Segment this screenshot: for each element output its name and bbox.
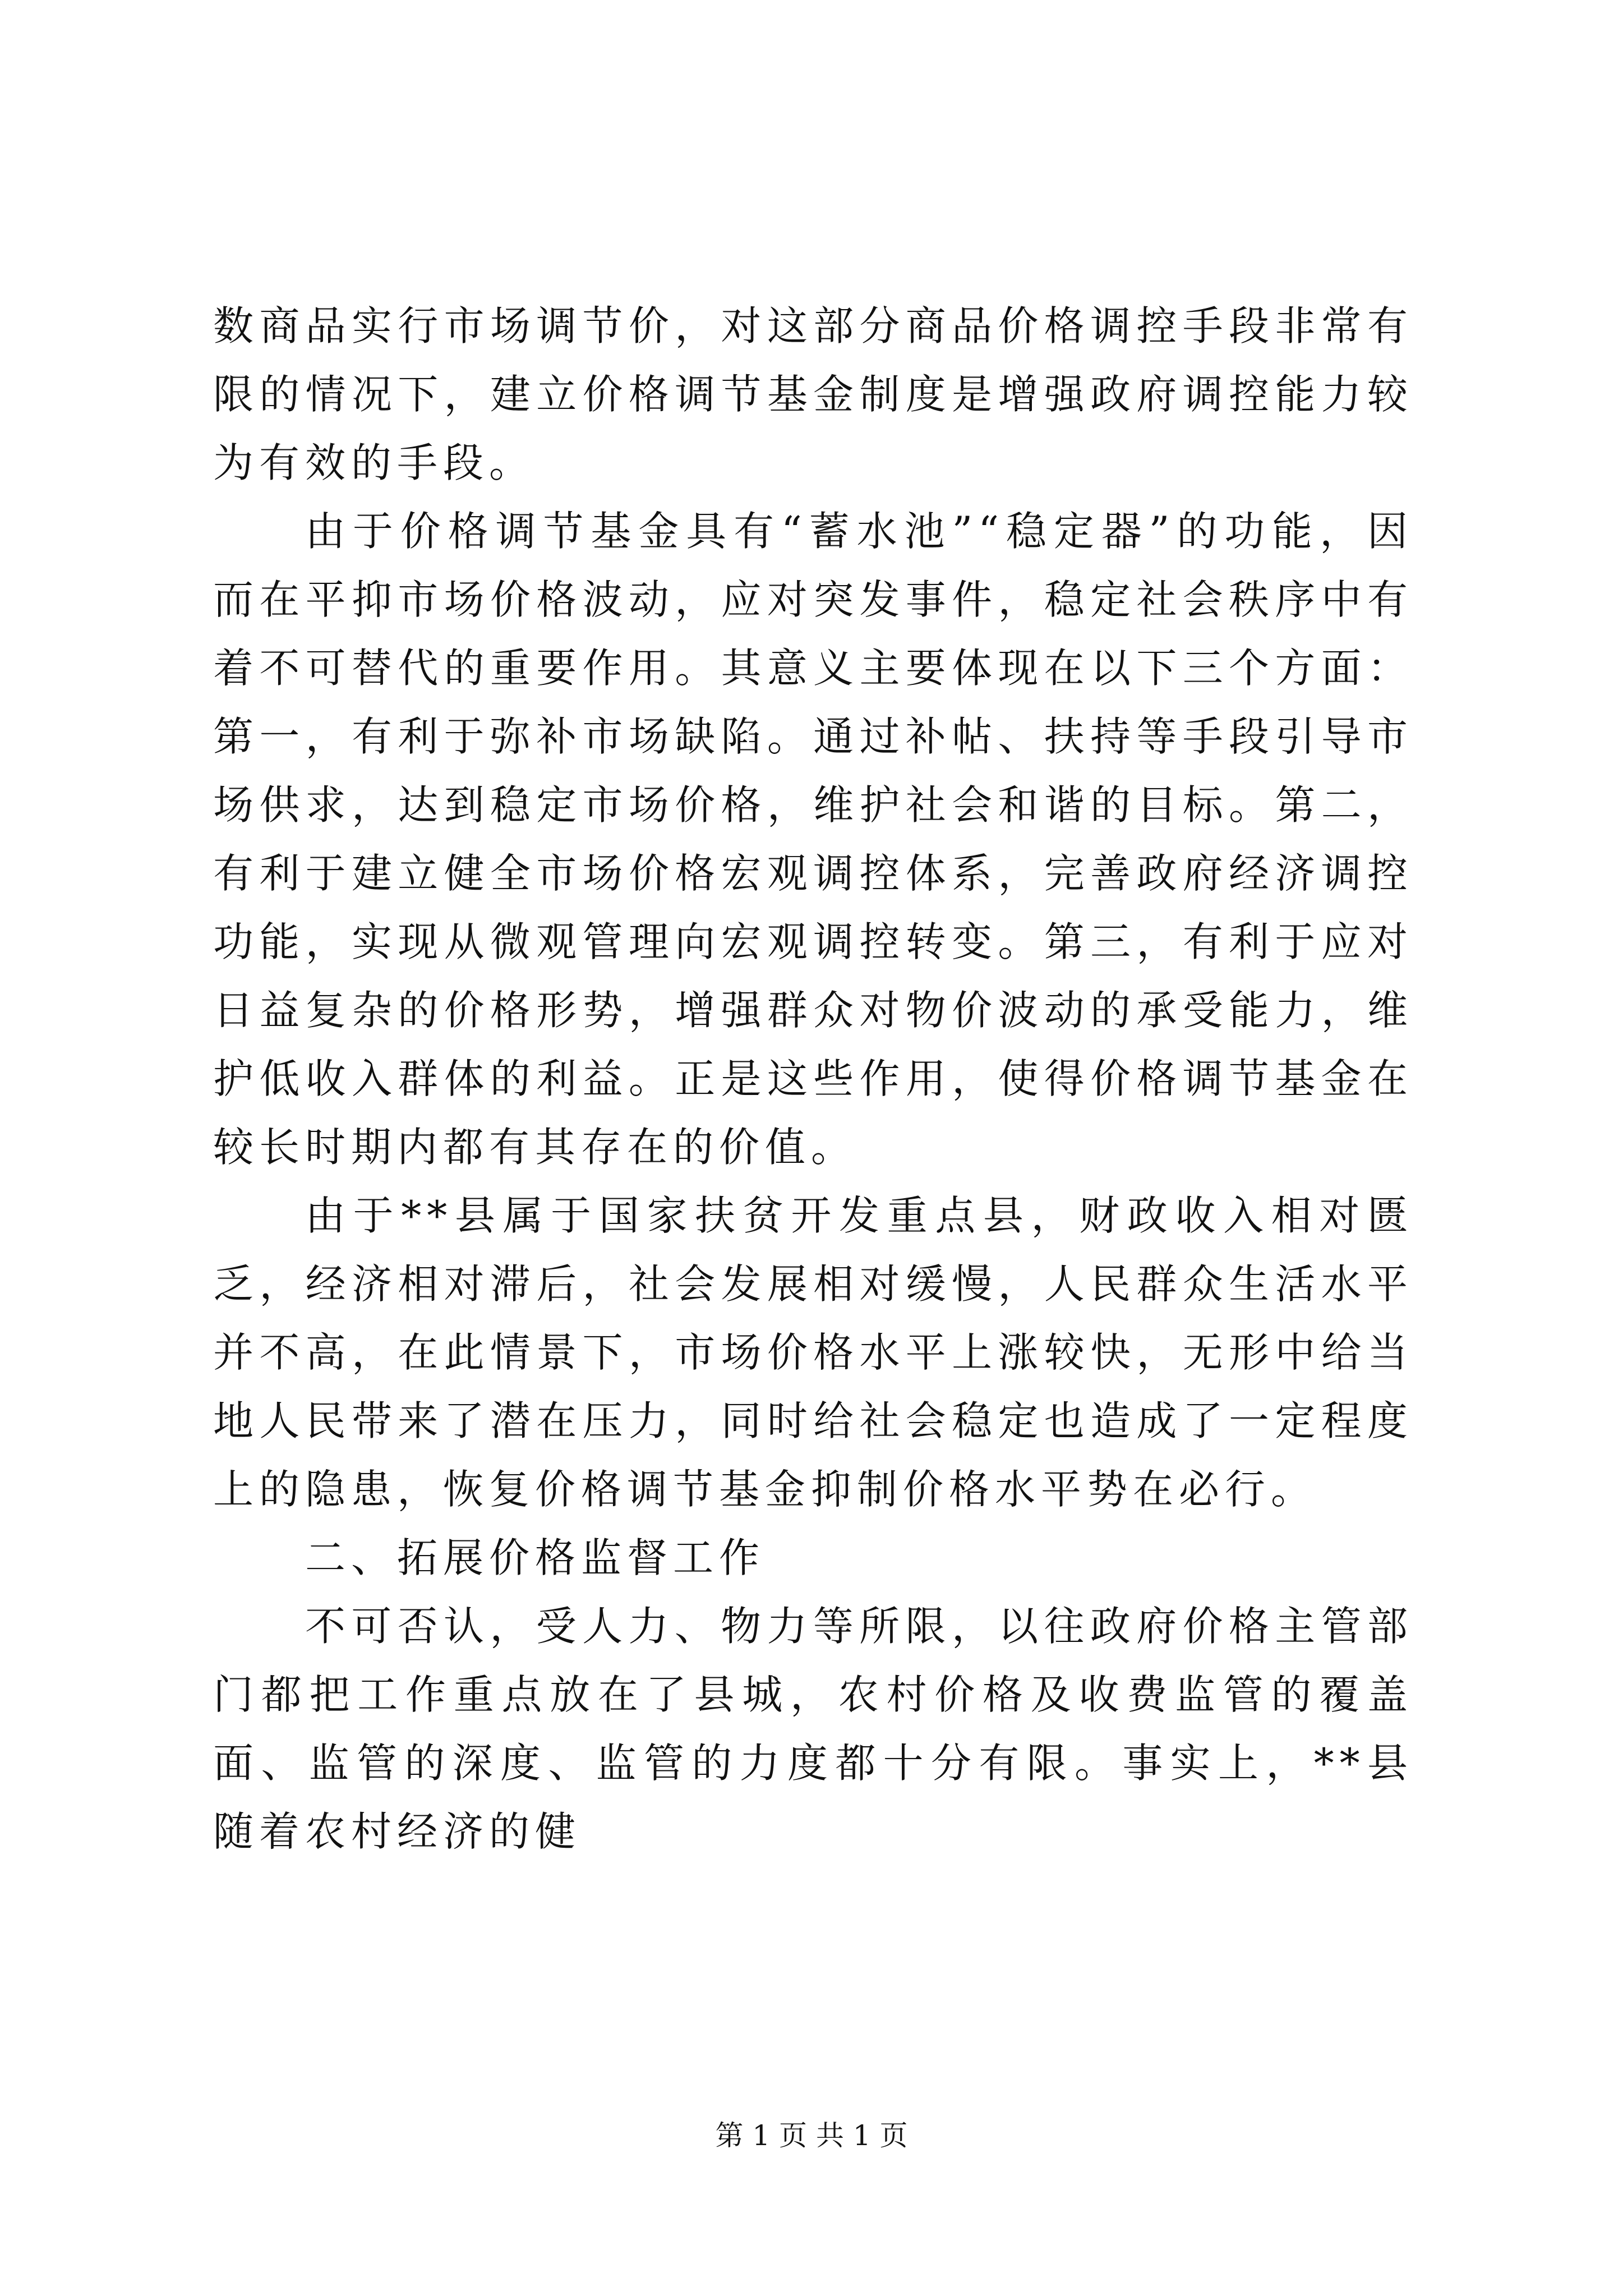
page-number-footer: 第 1 页 共 1 页 bbox=[715, 2119, 908, 2152]
section-heading: 二、拓展价格监督工作 bbox=[305, 1534, 766, 1581]
paragraph-1: 数商品实行市场调节价，对这部分商品价格调控手段非常有限的情况下，建立价格调节基金制度是增强政府调控能力较为有效的手段。 bbox=[213, 302, 1413, 486]
paragraph-3: 由于**县属于国家扶贫开发重点县，财政收入相对匮乏，经济相对滞后，社会发展相对缓慢，人民群众生活水平并不高，在此情景下，市场价格水平上涨较快，无形中给当地人民带来了潜在压力，同时给社会稳定也造成了一定程度上的隐患，恢复价格调节基金抑制价格水平势在必行。 bbox=[213, 1192, 1413, 1513]
paragraph-4: 不可否认，受人力、物力等所限，以往政府价格主管部门都把工作重点放在了县城，农村价格及收费监管的覆盖面、监管的深度、监管的力度都十分有限。事实上，**县随着农村经济的健 bbox=[213, 1603, 1413, 1855]
document-body bbox=[213, 292, 1413, 1866]
paragraph-2: 由于价格调节基金具有“蓄水池”“稳定器”的功能，因而在平抑市场价格波动，应对突发事件，稳定社会秩序中有着不可替代的重要作用。其意义主要体现在以下三个方面：第一，有利于弥补市场缺陷。通过补帖、扶持等手段引导市场供求，达到稳定市场价格，维护社会和谐的目标。第二，有利于建立健全市场价格宏观调控体系，完善政府经济调控功能，实现从微观管理向宏观调控转变。第三，有利于应对日益复杂的价格形势，增强群众对物价波动的承受能力，维护低收入群体的利益。正是这些作用，使得价格调节基金在较长时期内都有其存在的价值。 bbox=[213, 508, 1413, 1171]
